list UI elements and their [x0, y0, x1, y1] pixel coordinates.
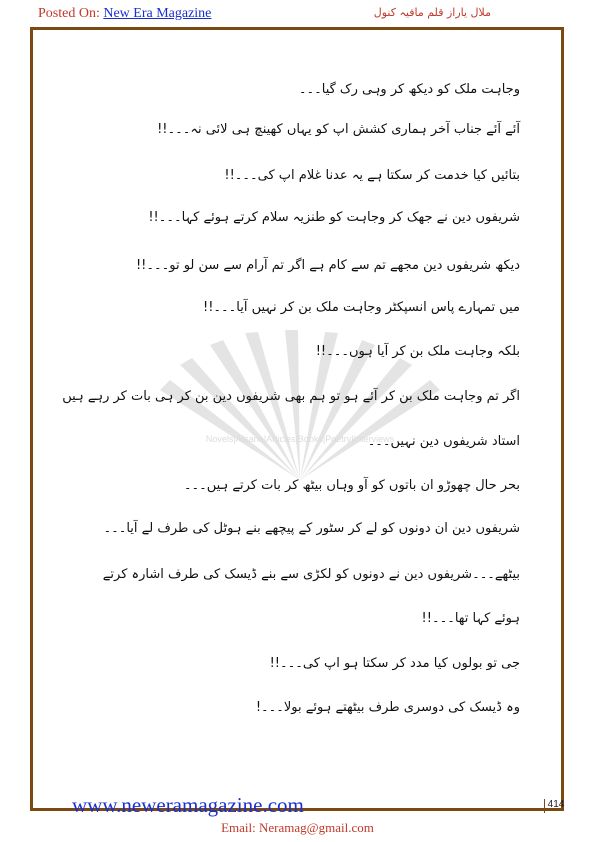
- body-line: بتائیں کیا خدمت کر سکتا ہے یہ عدنا غلام اپ کی۔۔۔!!: [224, 168, 520, 183]
- watermark-tagline: Novels|Afsana|Articles|Books|Poetry|Interviews: [205, 434, 395, 444]
- body-line: شریفوں دین ان دونوں کو لے کر سٹور کے پیچھے بنے ہوٹل کی طرف لے آیا۔۔۔: [103, 521, 520, 536]
- body-line: آئے آئے جناب آخر ہماری کشش اپ کو یہاں کھینچ ہی لائی نہ۔۔۔!!: [157, 122, 520, 137]
- email-footer: Email: Neramag@gmail.com: [221, 820, 374, 835]
- body-line: بحر حال چھوڑو ان باتوں کو آو وہاں بیٹھ کر بات کرتے ہیں۔۔۔: [183, 478, 520, 493]
- body-line: وہ ڈیسک کی دوسری طرف بیٹھتے ہوئے بولا۔۔۔!: [255, 700, 520, 715]
- body-line: دیکھ شریفوں دین مجھے تم سے کام ہے اگر تم آرام سے سن لو تو۔۔۔!!: [135, 258, 520, 273]
- magazine-link[interactable]: New Era Magazine: [103, 6, 212, 21]
- posted-on-header: [38, 6, 211, 22]
- page-number: 414: [544, 799, 567, 813]
- posted-on-label: Posted On:: [38, 6, 104, 21]
- body-line: شریفوں دین نے جھک کر وجاہت کو طنزیہ سلام کرتے ہوئے کہا۔۔۔!!: [148, 210, 520, 225]
- body-line: جی تو بولوں کیا مدد کر سکتا ہو اپ کی۔۔۔!!: [269, 656, 520, 671]
- body-line: ہوئے کہا تھا۔۔۔!!: [421, 611, 520, 626]
- body-line: میں تمہارے پاس انسپکٹر وجاہت ملک بن کر نہیں آیا۔۔۔!!: [202, 300, 520, 315]
- body-line: استاد شریفوں دین نہیں۔۔۔: [367, 434, 520, 449]
- body-line: بیٹھے۔۔۔شریفوں دین نے دونوں کو لکڑی سے بنے ڈیسک کی طرف اشارہ کرتے: [102, 567, 520, 582]
- body-line: وجاہت ملک کو دیکھ کر وہی رک گیا۔۔۔: [298, 82, 520, 97]
- body-line: اگر تم وجاہت ملک بن کر آئے ہو تو ہم بھی شریفوں دین بن کر ہی بات کر رہے ہیں: [62, 389, 520, 404]
- body-line: بلکہ وجاہت ملک بن کر آیا ہوں۔۔۔!!: [315, 344, 520, 359]
- website-link[interactable]: www.neweramagazine.com: [72, 793, 304, 817]
- story-title: ملال یاراز قلم مافیہ کنول: [373, 6, 491, 19]
